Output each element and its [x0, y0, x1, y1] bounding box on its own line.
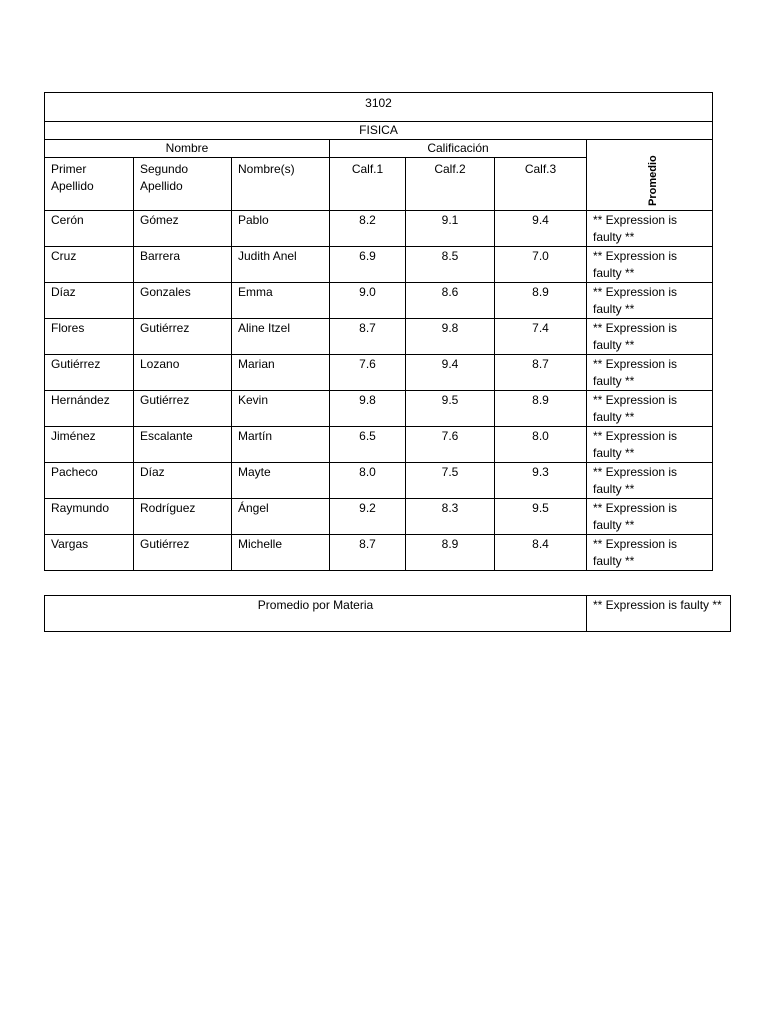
cell-calf3: 9.4 — [495, 211, 587, 247]
summary-row — [45, 596, 731, 632]
table-row — [45, 463, 713, 499]
cell-primer-apellido: Flores — [45, 319, 134, 355]
cell-calf2: 9.5 — [406, 391, 495, 427]
cell-calf2: 8.9 — [406, 535, 495, 571]
cell-calf3: 7.0 — [495, 247, 587, 283]
summary-label: Promedio por Materia — [45, 596, 587, 632]
cell-segundo-apellido: Gonzales — [134, 283, 232, 319]
cell-nombres: Michelle — [232, 535, 330, 571]
subject-row — [45, 122, 713, 140]
cell-calf1: 9.0 — [330, 283, 406, 319]
table-row — [45, 427, 713, 463]
cell-calf1: 8.0 — [330, 463, 406, 499]
cell-segundo-apellido: Gutiérrez — [134, 319, 232, 355]
table-row — [45, 211, 713, 247]
header-group-row — [45, 140, 713, 158]
cell-promedio: ** Expression is faulty ** — [587, 427, 713, 463]
cell-promedio: ** Expression is faulty ** — [587, 319, 713, 355]
table-row — [45, 283, 713, 319]
cell-nombres: Ángel — [232, 499, 330, 535]
table-row — [45, 499, 713, 535]
table-row — [45, 319, 713, 355]
cell-promedio: ** Expression is faulty ** — [587, 391, 713, 427]
cell-nombres: Pablo — [232, 211, 330, 247]
cell-calf1: 8.7 — [330, 535, 406, 571]
summary-value: ** Expression is faulty ** — [587, 596, 731, 632]
cell-promedio: ** Expression is faulty ** — [587, 283, 713, 319]
cell-primer-apellido: Díaz — [45, 283, 134, 319]
subject-title: FISICA — [45, 122, 713, 140]
cell-promedio: ** Expression is faulty ** — [587, 499, 713, 535]
table-row — [45, 247, 713, 283]
header-calificacion: Calificación — [330, 140, 587, 158]
cell-segundo-apellido: Gómez — [134, 211, 232, 247]
cell-calf2: 7.6 — [406, 427, 495, 463]
cell-primer-apellido: Hernández — [45, 391, 134, 427]
cell-segundo-apellido: Escalante — [134, 427, 232, 463]
cell-calf1: 8.7 — [330, 319, 406, 355]
cell-calf1: 6.9 — [330, 247, 406, 283]
header-nombre: Nombre — [45, 140, 330, 158]
header-calf3: Calf.3 — [495, 158, 587, 211]
cell-primer-apellido: Raymundo — [45, 499, 134, 535]
cell-calf2: 9.8 — [406, 319, 495, 355]
cell-segundo-apellido: Lozano — [134, 355, 232, 391]
cell-promedio: ** Expression is faulty ** — [587, 247, 713, 283]
cell-calf3: 8.9 — [495, 391, 587, 427]
cell-calf3: 9.3 — [495, 463, 587, 499]
cell-calf2: 8.5 — [406, 247, 495, 283]
cell-calf1: 9.8 — [330, 391, 406, 427]
header-primer-apellido: Primer Apellido — [45, 158, 134, 211]
cell-promedio: ** Expression is faulty ** — [587, 355, 713, 391]
cell-primer-apellido: Vargas — [45, 535, 134, 571]
header-calf2: Calf.2 — [406, 158, 495, 211]
grades-table — [44, 92, 713, 571]
cell-nombres: Martín — [232, 427, 330, 463]
cell-calf3: 8.7 — [495, 355, 587, 391]
cell-calf1: 6.5 — [330, 427, 406, 463]
cell-calf3: 8.0 — [495, 427, 587, 463]
cell-segundo-apellido: Díaz — [134, 463, 232, 499]
cell-promedio: ** Expression is faulty ** — [587, 535, 713, 571]
cell-calf2: 9.1 — [406, 211, 495, 247]
header-nombres: Nombre(s) — [232, 158, 330, 211]
cell-segundo-apellido: Barrera — [134, 247, 232, 283]
cell-nombres: Kevin — [232, 391, 330, 427]
group-row — [45, 93, 713, 122]
cell-nombres: Emma — [232, 283, 330, 319]
cell-promedio: ** Expression is faulty ** — [587, 463, 713, 499]
cell-calf1: 9.2 — [330, 499, 406, 535]
cell-calf2: 7.5 — [406, 463, 495, 499]
cell-calf1: 7.6 — [330, 355, 406, 391]
cell-nombres: Aline Itzel — [232, 319, 330, 355]
cell-primer-apellido: Cruz — [45, 247, 134, 283]
cell-primer-apellido: Jiménez — [45, 427, 134, 463]
cell-primer-apellido: Cerón — [45, 211, 134, 247]
cell-calf3: 8.9 — [495, 283, 587, 319]
table-row — [45, 391, 713, 427]
header-segundo-apellido: Segundo Apellido — [134, 158, 232, 211]
table-row — [45, 355, 713, 391]
cell-calf2: 8.3 — [406, 499, 495, 535]
cell-nombres: Judith Anel — [232, 247, 330, 283]
cell-calf2: 9.4 — [406, 355, 495, 391]
header-calf1: Calf.1 — [330, 158, 406, 211]
cell-nombres: Marian — [232, 355, 330, 391]
header-promedio-label: Promedio — [646, 155, 659, 206]
cell-calf1: 8.2 — [330, 211, 406, 247]
cell-primer-apellido: Gutiérrez — [45, 355, 134, 391]
cell-calf3: 9.5 — [495, 499, 587, 535]
cell-primer-apellido: Pacheco — [45, 463, 134, 499]
cell-calf3: 8.4 — [495, 535, 587, 571]
cell-segundo-apellido: Rodríguez — [134, 499, 232, 535]
cell-calf2: 8.6 — [406, 283, 495, 319]
cell-nombres: Mayte — [232, 463, 330, 499]
cell-calf3: 7.4 — [495, 319, 587, 355]
cell-promedio: ** Expression is faulty ** — [587, 211, 713, 247]
summary-table — [44, 595, 731, 632]
header-promedio — [587, 140, 713, 211]
group-title: 3102 — [45, 93, 713, 122]
cell-segundo-apellido: Gutiérrez — [134, 391, 232, 427]
table-row — [45, 535, 713, 571]
cell-segundo-apellido: Gutiérrez — [134, 535, 232, 571]
